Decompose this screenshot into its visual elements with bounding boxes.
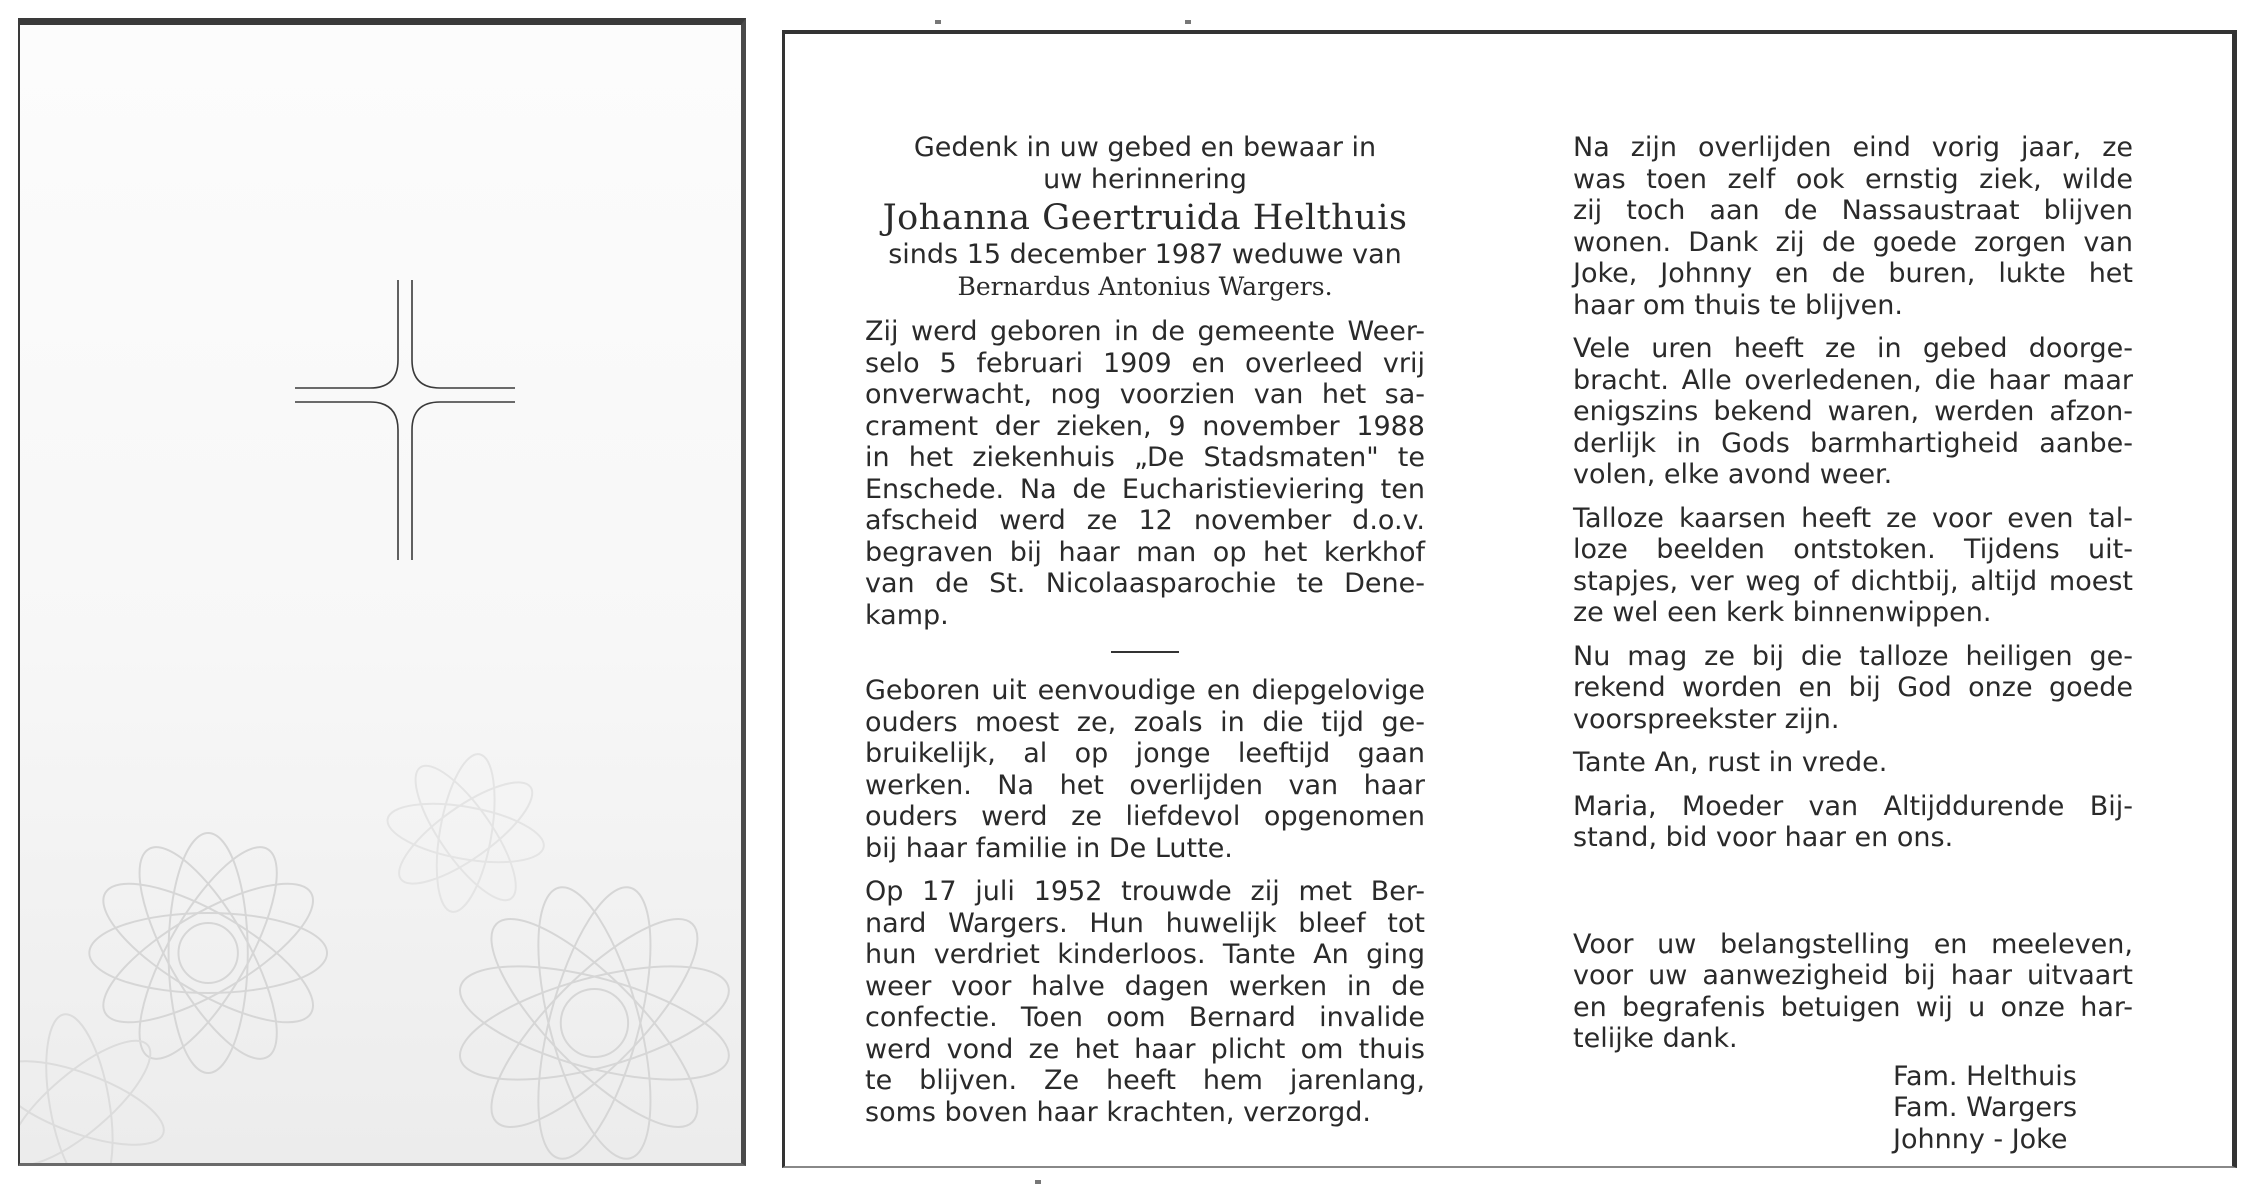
text-line: bij haar familie in De Lutte. xyxy=(865,832,1233,864)
memorial-paragraph-1 xyxy=(1573,132,2133,321)
text-line: Maria, Moeder van Altijddurende Bij- xyxy=(1573,790,2133,822)
text-line: nard Wargers. Hun huwelijk bleef tot xyxy=(865,907,1425,939)
text-line: Talloze kaarsen heeft ze voor even tal- xyxy=(1573,502,2133,534)
text-line: werd vond ze het haar plicht om thuis xyxy=(865,1033,1425,1065)
text-line: afscheid werd ze 12 november d.o.v. xyxy=(865,505,1425,536)
text-line: in het ziekenhuis „De Stadsmaten" te xyxy=(865,442,1425,473)
text-line: derlijk in Gods barmhartigheid aanbe- xyxy=(1573,427,2133,459)
text-line: Voor uw belangstelling en meeleven, xyxy=(1573,928,2133,960)
scan-mark xyxy=(935,20,941,24)
text-line: rekend worden en bij God onze goede xyxy=(1573,672,2133,703)
text-line: ouders moest ze, zoals in die tijd ge- xyxy=(865,706,1425,738)
signatures xyxy=(1573,1061,2133,1156)
biography-paragraph-3 xyxy=(865,876,1425,1128)
left-column xyxy=(865,132,1425,1128)
text-line: Geboren uit eenvoudige en diepgelovige xyxy=(865,675,1425,706)
front-card xyxy=(18,18,746,1166)
husband-name: Bernardus Antonius Wargers. xyxy=(957,271,1333,301)
intro-line-2: uw herinnering xyxy=(1043,163,1247,195)
text-line: onverwacht, nog voorzien van het sa- xyxy=(865,379,1425,410)
widow-line: sinds 15 december 1987 weduwe van xyxy=(888,239,1402,270)
text-line: ouders werd ze liefdevol opgenomen xyxy=(865,801,1425,832)
section-divider xyxy=(1111,651,1179,653)
memorial-paragraph-2 xyxy=(1573,333,2133,491)
text-line: zij toch aan de Nassaustraat blijven xyxy=(1573,195,2133,226)
text-line: voorspreekster zijn. xyxy=(1573,703,1840,735)
text-line: was toen zelf ook ernstig ziek, wilde xyxy=(1573,163,2133,195)
memorial-paragraph-4 xyxy=(1573,641,2133,736)
text-line: loze beelden ontstoken. Tijdens uit- xyxy=(1573,534,2133,565)
scan-mark xyxy=(1185,20,1191,24)
text-line: voor uw aanwezigheid bij haar uitvaart xyxy=(1573,960,2133,991)
text-line: bracht. Alle overledenen, die haar maar xyxy=(1573,364,2133,396)
intro-line-1: Gedenk in uw gebed en bewaar in xyxy=(913,132,1377,163)
text-line: Zij werd geboren in de gemeente Weer- xyxy=(865,316,1425,347)
text-line: en begrafenis betuigen wij u onze har- xyxy=(1573,991,2133,1023)
text-line: te blijven. Ze heeft hem jarenlang, xyxy=(865,1065,1425,1096)
text-line: Vele uren heeft ze in gebed doorge- xyxy=(1573,333,2133,364)
text-line: begraven bij haar man op het kerkhof xyxy=(865,536,1425,568)
text-line: Op 17 juli 1952 trouwde zij met Ber- xyxy=(865,876,1425,907)
text-line: selo 5 februari 1909 en overleed vrij xyxy=(865,347,1425,379)
chrysanthemum-pattern xyxy=(20,703,741,1163)
text-line: Joke, Johnny en de buren, lukte het xyxy=(1573,258,2133,289)
cross-icon xyxy=(290,270,520,570)
text-line: Na zijn overlijden eind vorig jaar, ze xyxy=(1573,132,2133,163)
signature-line: Fam. Helthuis xyxy=(1893,1060,2077,1092)
text-line: Enschede. Na de Eucharistieviering ten xyxy=(865,473,1425,505)
text-line: kamp. xyxy=(865,599,949,631)
memorial-paragraph-3 xyxy=(1573,503,2133,629)
text-line: stapjes, ver weg of dichtbij, altijd moest xyxy=(1573,565,2133,597)
text-line: van de St. Nicolaasparochie te Dene- xyxy=(865,568,1425,599)
text-line: weer voor halve dagen werken in de xyxy=(865,970,1425,1002)
signature-line: Fam. Wargers xyxy=(1893,1092,2078,1123)
text-line: Tante An, rust in vrede. xyxy=(1573,747,1888,778)
text-line: volen, elke avond weer. xyxy=(1573,459,1893,490)
right-column xyxy=(1573,132,2133,1155)
thanks-paragraph xyxy=(1573,929,2133,1055)
text-line: ze wel een kerk binnenwippen. xyxy=(1573,597,1992,628)
text-line: bruikelijk, al op jonge leeftijd gaan xyxy=(865,738,1425,769)
text-line: enigszins bekend waren, werden afzon- xyxy=(1573,396,2133,427)
signature-line: Johnny - Joke xyxy=(1893,1123,2068,1155)
text-line: telijke dank. xyxy=(1573,1023,1738,1054)
text-line: stand, bid voor haar en ons. xyxy=(1573,822,1954,853)
text-line: werken. Na het overlijden van haar xyxy=(865,769,1425,801)
scan-mark xyxy=(1035,1180,1041,1184)
memorial-paragraph-5 xyxy=(1573,747,2133,779)
biography-paragraph-2 xyxy=(865,675,1425,864)
text-line: wonen. Dank zij de goede zorgen van xyxy=(1573,226,2133,258)
deceased-name: Johanna Geertruida Helthuis xyxy=(882,198,1408,238)
text-line: haar om thuis te blijven. xyxy=(1573,289,1903,321)
biography-paragraph-1 xyxy=(865,316,1425,631)
text-line: hun verdriet kinderloos. Tante An ging xyxy=(865,939,1425,970)
text-line: Nu mag ze bij die talloze heiligen ge- xyxy=(1573,640,2133,672)
back-card xyxy=(782,30,2237,1168)
text-line: soms boven haar krachten, verzorgd. xyxy=(865,1096,1371,1128)
text-line: crament der zieken, 9 november 1988 xyxy=(865,410,1425,442)
text-line: confectie. Toen oom Bernard invalide xyxy=(865,1002,1425,1033)
memorial-paragraph-6 xyxy=(1573,791,2133,854)
